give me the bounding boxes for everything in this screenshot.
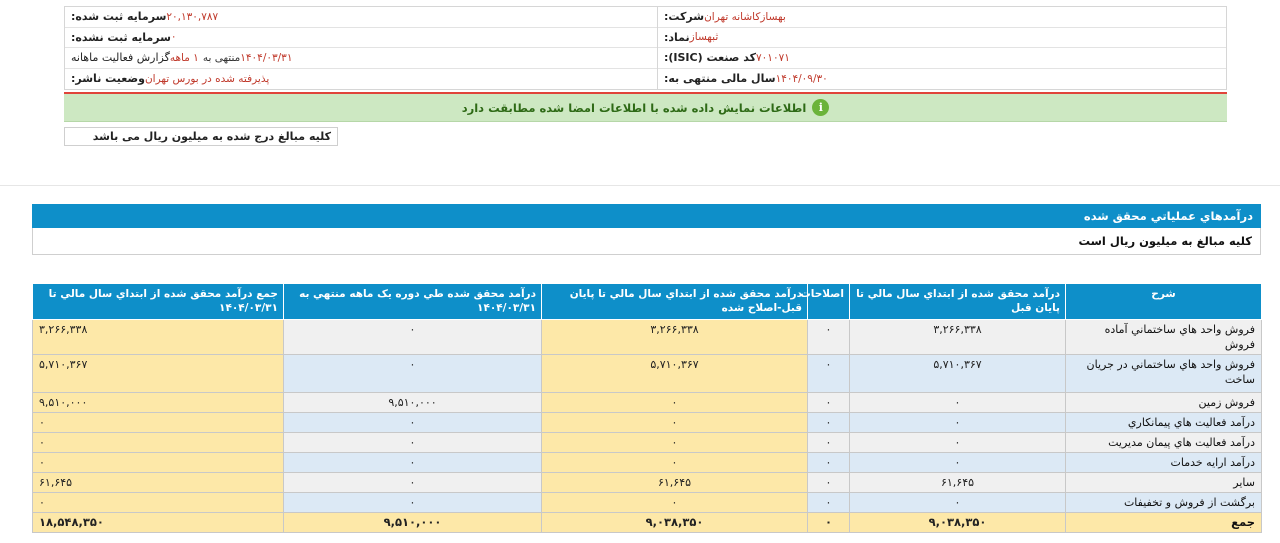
cell-total-ytd: ۹,۵۱۰,۰۰۰ xyxy=(33,393,284,413)
cell-prior-ytd: ۰ xyxy=(850,413,1066,433)
publisher-status-value: پذیرفته شده در بورس تهران xyxy=(144,72,270,85)
cell-prior-ytd-adjusted: ۰ xyxy=(542,493,808,513)
cell-prior-ytd: ۰ xyxy=(850,433,1066,453)
column-header-adjustments: اصلاحات xyxy=(808,284,850,320)
info-label: وضعیت ناشر: xyxy=(71,72,145,86)
cell-total-ytd: ۰ xyxy=(33,453,284,473)
table-total-row xyxy=(33,513,1262,533)
table-row xyxy=(33,453,1262,473)
total-ytd: ۱۸,۵۴۸,۳۵۰ xyxy=(33,513,284,533)
cell-monthly: ۹,۵۱۰,۰۰۰ xyxy=(284,393,542,413)
cell-monthly: ۰ xyxy=(284,493,542,513)
info-label: کد صنعت (ISIC): xyxy=(663,51,757,65)
cell-adjustments: ۰ xyxy=(808,433,850,453)
info-company xyxy=(658,7,1226,28)
report-suffix: منتهی به xyxy=(202,51,241,64)
unregistered-capital-value: ۰ xyxy=(170,31,177,44)
fiscal-year-value: ۱۴۰۴/۰۹/۳۰ xyxy=(775,72,828,85)
table-row xyxy=(33,355,1262,393)
row-description: فروش زمين xyxy=(1066,393,1262,413)
cell-prior-ytd-adjusted: ۵,۷۱۰,۳۶۷ xyxy=(542,355,808,393)
unit-note: کلیه مبالغ درج شده به میلیون ریال می باشد xyxy=(64,127,338,146)
cell-monthly: ۰ xyxy=(284,320,542,355)
revenue-table xyxy=(32,283,1262,533)
cell-prior-ytd-adjusted: ۰ xyxy=(542,393,808,413)
divider xyxy=(0,185,1280,186)
cell-total-ytd: ۰ xyxy=(33,433,284,453)
company-info-left-column xyxy=(65,7,657,89)
total-prior-ytd-adjusted: ۹,۰۳۸,۳۵۰ xyxy=(542,513,808,533)
row-description: درآمد فعاليت هاي پيمان مديريت xyxy=(1066,433,1262,453)
cell-adjustments: ۰ xyxy=(808,355,850,393)
report-date-value: ۱۴۰۴/۰۳/۳۱ xyxy=(240,51,293,64)
table-row xyxy=(33,473,1262,493)
info-registered-capital xyxy=(65,7,657,28)
cell-monthly: ۰ xyxy=(284,355,542,393)
cell-monthly: ۰ xyxy=(284,473,542,493)
company-info-right-column xyxy=(657,7,1226,89)
cell-total-ytd: ۰ xyxy=(33,413,284,433)
info-publisher-status xyxy=(65,69,657,89)
cell-adjustments: ۰ xyxy=(808,393,850,413)
registered-capital-value: ۲۰,۱۳۰,۷۸۷ xyxy=(166,10,219,23)
cell-total-ytd: ۳,۲۶۶,۳۳۸ xyxy=(33,320,284,355)
column-header-monthly: درآمد محقق شده طي دوره يک ماهه منتهي به ۱۴۰۴/۰۳/۳۱ xyxy=(284,284,542,320)
table-row xyxy=(33,493,1262,513)
table-row xyxy=(33,393,1262,413)
row-description: برگشت از فروش و تخفيفات xyxy=(1066,493,1262,513)
row-description: درآمد ارايه خدمات xyxy=(1066,453,1262,473)
cell-prior-ytd-adjusted: ۰ xyxy=(542,413,808,433)
section-subtitle: کليه مبالغ به ميليون ريال است xyxy=(32,228,1261,255)
info-label: گزارش فعالیت ماهانه xyxy=(71,51,170,65)
info-isic xyxy=(658,48,1226,69)
info-symbol xyxy=(658,28,1226,49)
row-description: فروش واحد هاي ساختماني آماده فروش xyxy=(1066,320,1262,355)
cell-adjustments: ۰ xyxy=(808,320,850,355)
cell-adjustments: ۰ xyxy=(808,413,850,433)
info-label: سال مالی منتهی به: xyxy=(663,72,776,86)
info-unregistered-capital xyxy=(65,28,657,49)
cell-monthly: ۰ xyxy=(284,413,542,433)
row-description: فروش واحد هاي ساختماني در جريان ساخت xyxy=(1066,355,1262,393)
column-header-total-ytd: جمع درآمد محقق شده از ابتداي سال مالي تا ۱۴۰۴/۰۳/۳۱ xyxy=(33,284,284,320)
section-title: درآمدهاي عملياتي محقق شده xyxy=(32,204,1261,228)
row-description: ساير xyxy=(1066,473,1262,493)
symbol-value[interactable]: ثبهساز xyxy=(689,31,719,44)
cell-total-ytd: ۰ xyxy=(33,493,284,513)
info-label: نماد: xyxy=(663,30,690,44)
cell-adjustments: ۰ xyxy=(808,493,850,513)
cell-total-ytd: ۵,۷۱۰,۳۶۷ xyxy=(33,355,284,393)
table-row xyxy=(33,413,1262,433)
cell-prior-ytd: ۵,۷۱۰,۳۶۷ xyxy=(850,355,1066,393)
cell-prior-ytd-adjusted: ۰ xyxy=(542,433,808,453)
table-row xyxy=(33,433,1262,453)
info-label: شرکت: xyxy=(663,10,705,24)
cell-monthly: ۰ xyxy=(284,453,542,473)
table-header-row xyxy=(33,284,1262,320)
column-header-prior-ytd: درآمد محقق شده از ابتداي سال مالي تا پايان قبل xyxy=(850,284,1066,320)
total-adjustments: ۰ xyxy=(808,513,850,533)
report-period-value: ۱ ماهه xyxy=(169,51,199,64)
info-report-type xyxy=(65,48,657,69)
cell-prior-ytd: ۰ xyxy=(850,493,1066,513)
row-description: درآمد فعاليت هاي پيمانکاري xyxy=(1066,413,1262,433)
info-label: سرمایه ثبت نشده: xyxy=(71,30,171,44)
total-monthly: ۹,۵۱۰,۰۰۰ xyxy=(284,513,542,533)
cell-prior-ytd: ۰ xyxy=(850,453,1066,473)
company-info-box xyxy=(64,6,1227,90)
total-label: جمع xyxy=(1066,513,1262,533)
cell-adjustments: ۰ xyxy=(808,473,850,493)
info-fiscal-year xyxy=(658,69,1226,89)
cell-prior-ytd: ۶۱,۶۴۵ xyxy=(850,473,1066,493)
isic-value: ۷۰۱۰۷۱ xyxy=(756,51,790,64)
cell-monthly: ۰ xyxy=(284,433,542,453)
cell-prior-ytd: ۳,۲۶۶,۳۳۸ xyxy=(850,320,1066,355)
info-icon: i xyxy=(812,99,829,116)
company-name[interactable]: بهسازکاشانه تهران xyxy=(704,10,786,23)
cell-prior-ytd: ۰ xyxy=(850,393,1066,413)
table-row xyxy=(33,320,1262,355)
column-header-description: شرح xyxy=(1066,284,1262,320)
cell-adjustments: ۰ xyxy=(808,453,850,473)
cell-total-ytd: ۶۱,۶۴۵ xyxy=(33,473,284,493)
total-prior-ytd: ۹,۰۳۸,۳۵۰ xyxy=(850,513,1066,533)
column-header-prior-ytd-adjusted: درآمد محقق شده از ابتداي سال مالي تا پايان قبل-اصلاح شده xyxy=(542,284,808,320)
cell-prior-ytd-adjusted: ۰ xyxy=(542,453,808,473)
signature-match-notice xyxy=(64,92,1227,122)
notice-text: اطلاعات نمایش داده شده با اطلاعات امضا شده مطابقت دارد xyxy=(461,100,807,115)
info-label: سرمایه ثبت شده: xyxy=(71,10,167,24)
cell-prior-ytd-adjusted: ۶۱,۶۴۵ xyxy=(542,473,808,493)
cell-prior-ytd-adjusted: ۳,۲۶۶,۳۳۸ xyxy=(542,320,808,355)
